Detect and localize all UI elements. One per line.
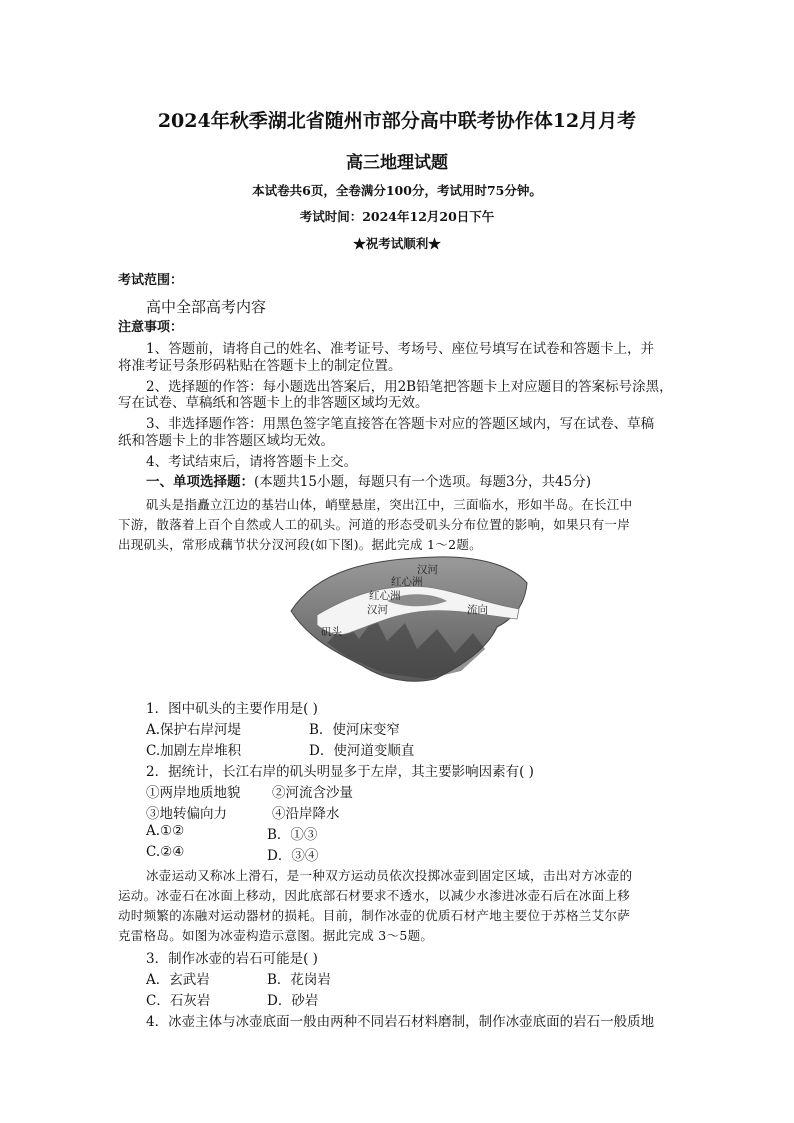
question-stem: 4．冰壶主体与冰壶底面一般由两种不同岩石材料磨制，制作冰壶底面的岩石一般质地	[146, 1014, 655, 1030]
passage-line: 矶头是指矗立江边的基岩山体，峭壁悬崖，突出江中，三面临水，形如半岛。在长江中	[146, 497, 633, 512]
question-stem: 1．图中矶头的主要作用是( )	[146, 701, 318, 717]
option: A.保护右岸河堤	[146, 722, 242, 738]
note-line: 1、答题前，请将自己的姓名、准考证号、考场号、座位号填写在试卷和答题卡上，并	[146, 341, 655, 357]
passage-line: 冰壶运动又称冰上滑石，是一种双方运动员依次投掷冰壶到固定区域，击出对方冰壶的	[146, 868, 633, 883]
option: B．①③	[267, 827, 318, 843]
option: C.加剧左岸堆积	[146, 743, 242, 759]
scope-label: 考试范围：	[118, 273, 184, 288]
map-label: 汉河	[417, 564, 438, 576]
river-map-figure	[287, 553, 529, 685]
section-heading-desc: (本题共15小题，每题只有一个选项。每题3分，共45分)	[254, 474, 591, 490]
note-line: 写在试卷、草稿纸和答题卡上的非答题区域均无效。	[118, 395, 429, 411]
exam-time: 考试时间：2024年12月20日下午	[299, 209, 495, 224]
factor: ③地转偏向力	[146, 806, 227, 822]
map-label: 汉河	[367, 604, 388, 616]
section-heading-label: 一、单项选择题：	[146, 474, 254, 490]
passage-line: 下游，散落着上百个自然或人工的矶头。河道的形态受矶头分布位置的影响，如果只有一岸	[118, 517, 631, 532]
scope-value: 高中全部高考内容	[146, 298, 267, 316]
passage-line: 运动。冰壶石在冰面上移动，因此底部石材要求不透水，以减少水渗进冰壶石后在冰面上移	[118, 888, 631, 903]
option: A．玄武岩	[146, 972, 210, 988]
map-label: 流向	[467, 604, 488, 616]
factor: ①两岸地质地貌	[146, 785, 241, 801]
option: B．花岗岩	[267, 972, 331, 988]
question-stem: 2．据统计，长江右岸的矶头明显多于左岸，其主要影响因素有( )	[146, 764, 534, 780]
question-stem: 3．制作冰壶的岩石可能是( )	[146, 951, 318, 967]
factor: ②河流含沙量	[272, 785, 353, 801]
option: C．石灰岩	[146, 993, 211, 1009]
exam-subtitle: 高三地理试题	[346, 153, 448, 173]
map-label: 矶头	[321, 626, 342, 638]
note-line: 2、选择题的作答：每小题选出答案后，用2B铅笔把答题卡上对应题目的答案标号涂黑，	[146, 379, 673, 395]
passage-line: 出现矶头，常形成藕节状分汊河段(如下图)。据此完成 1～2题。	[118, 537, 482, 552]
map-label: 红心洲	[369, 590, 401, 602]
option: C.②④	[146, 844, 185, 860]
exam-motto: ★祝考试顺利★	[353, 236, 441, 251]
notes-label: 注意事项：	[118, 320, 184, 335]
note-line: 4、考试结束后，请将答题卡上交。	[146, 454, 358, 470]
note-line: 3、非选择题作答：用黑色签字笔直接答在答题卡对应的答题区域内，写在试卷、草稿	[146, 416, 655, 432]
map-label: 红心洲	[391, 576, 423, 588]
option: D．使河道变顺直	[309, 743, 415, 759]
option: A.①②	[146, 823, 185, 839]
note-line: 纸和答题卡上的非答题区域均无效。	[118, 433, 334, 449]
option: B．使河床变窄	[309, 722, 400, 738]
option: D．砂岩	[267, 993, 319, 1009]
section-heading	[146, 470, 591, 490]
passage-line: 克雷格岛。如图为冰壶构造示意图。据此完成 3～5题。	[118, 928, 434, 943]
exam-title: 2024年秋季湖北省随州市部分高中联考协作体12月月考	[157, 110, 637, 132]
passage-line: 动时频繁的冻融对运动器材的损耗。目前，制作冰壶的优质石材产地主要位于苏格兰艾尔萨	[118, 908, 631, 923]
exam-info: 本试卷共6页，全卷满分100分，考试用时75分钟。	[252, 183, 542, 198]
option: D．③④	[267, 848, 319, 864]
factor: ④沿岸降水	[272, 806, 340, 822]
note-line: 将准考证号条形码粘贴在答题卡上的制定位置。	[118, 358, 402, 374]
